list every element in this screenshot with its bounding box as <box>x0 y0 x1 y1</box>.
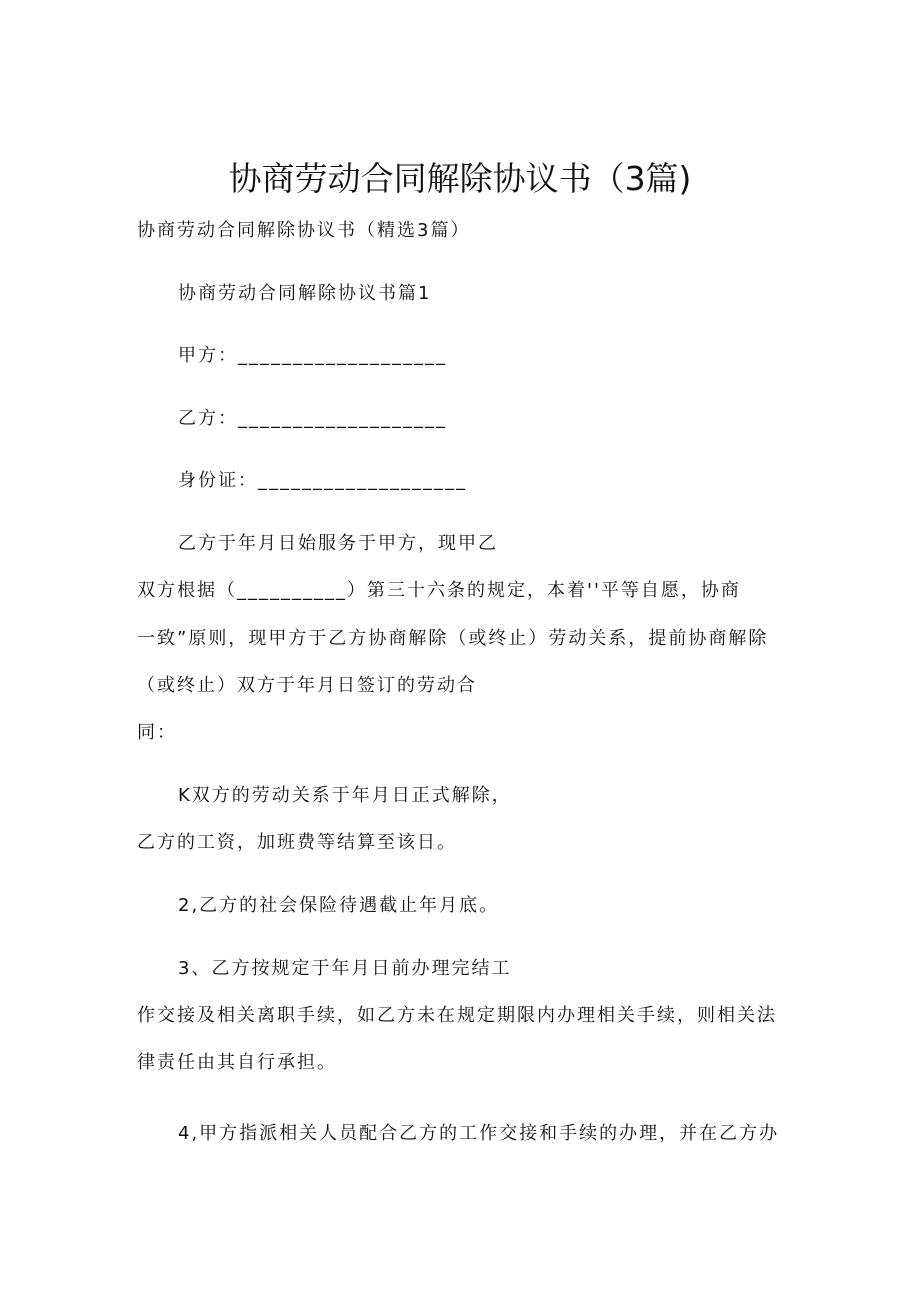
section-heading: 协商劳动合同解除协议书篇1 <box>178 283 432 304</box>
id-card-field: 身份证：___________________ <box>178 470 467 491</box>
party-b-field: 乙方：___________________ <box>178 408 447 429</box>
list-item-3: 3、乙方按规定于年月日前办理完结工 <box>178 958 512 979</box>
paragraph-line: 乙方于年月日始服务于甲方，现甲乙 <box>178 533 498 554</box>
paragraph-line: （或终止）双方于年月日签订的劳动合 <box>137 675 477 696</box>
list-item-1-cont: 乙方的工资，加班费等结算至该日。 <box>137 832 457 853</box>
document-subtitle: 协商劳动合同解除协议书（精选3篇） <box>137 220 471 241</box>
list-item-1: K双方的劳动关系于年月日正式解除， <box>178 785 512 806</box>
document-title: 协商劳动合同解除协议书（3篇) <box>228 159 692 198</box>
paragraph-line: 一致”原则，现甲方于乙方协商解除（或终止）劳动关系，提前协商解除 <box>137 628 769 649</box>
list-item-4: 4,甲方指派相关人员配合乙方的工作交接和手续的办理，并在乙方办 <box>178 1123 780 1144</box>
paragraph-line: 同： <box>137 722 177 743</box>
list-item-3-cont: 作交接及相关离职手续，如乙方未在规定期限内办理相关手续，则相关法 <box>137 1005 777 1026</box>
list-item-3-cont: 律责任由其自行承担。 <box>137 1052 337 1073</box>
paragraph-line: 双方根据（__________）第三十六条的规定，本着''平等自愿，协商 <box>137 580 741 601</box>
list-item-2: 2,乙方的社会保险待遇截止年月底。 <box>178 895 500 916</box>
party-a-field: 甲方：___________________ <box>178 345 447 366</box>
